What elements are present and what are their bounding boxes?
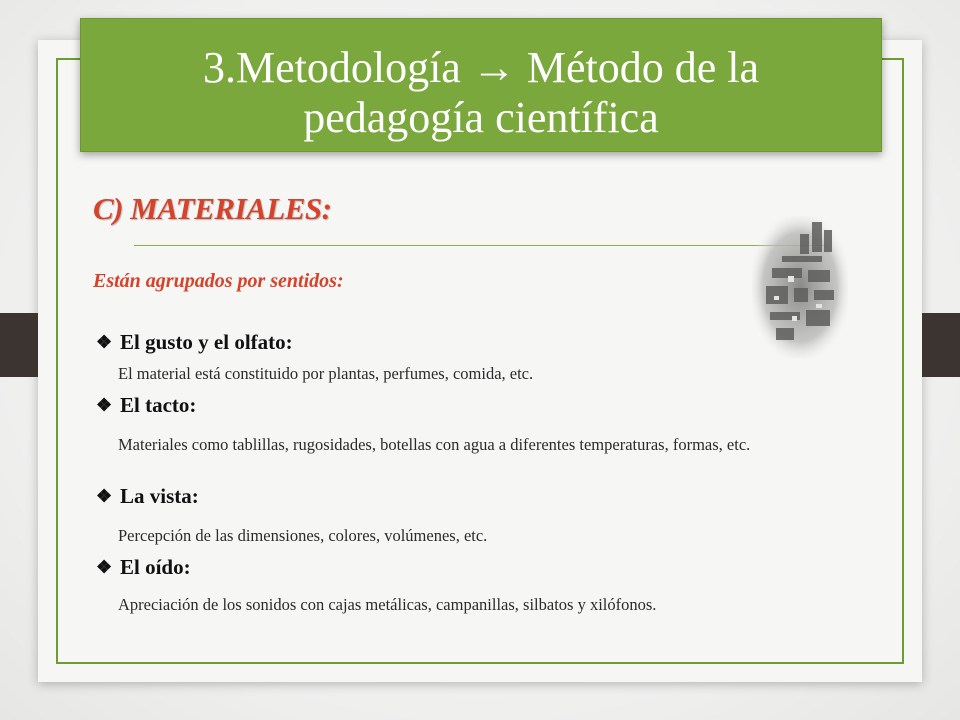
title-banner: [80, 18, 882, 152]
right-side-tab: [922, 313, 960, 377]
four-diamond-bullet-icon: ❖: [96, 486, 113, 506]
title-line-2: pedagogía científica: [303, 93, 659, 142]
list-item-description: Apreciación de los sonidos con cajas metálicas, campanillas, silbatos y xilófonos.: [118, 595, 657, 614]
list-item-description: Materiales como tablillas, rugosidades, botellas con agua a diferentes temperaturas, formas, etc.: [118, 435, 751, 454]
four-diamond-bullet-icon: ❖: [96, 557, 113, 577]
section-subheading: Están agrupados por sentidos:: [93, 270, 344, 292]
list-item-title: [96, 484, 199, 509]
item-title-text: El tacto:: [120, 393, 197, 417]
item-title-text: El oído:: [120, 555, 191, 579]
list-item-description: Percepción de las dimensiones, colores, volúmenes, etc.: [118, 526, 488, 545]
item-title-text: La vista:: [120, 484, 199, 508]
left-side-tab: [0, 313, 38, 377]
list-item-title: [96, 330, 293, 355]
title-line-1: 3.Metodología → Método de la: [202, 43, 759, 92]
four-diamond-bullet-icon: ❖: [96, 332, 113, 352]
section-heading: C) MATERIALES:: [93, 191, 332, 226]
item-title-text: El gusto y el olfato:: [120, 330, 293, 354]
aerial-city-photo: [752, 216, 848, 358]
list-item-description: El material está constituido por plantas, perfumes, comida, etc.: [118, 364, 534, 383]
list-item-title: [96, 393, 196, 418]
slide-title: [81, 43, 881, 143]
list-item-title: [96, 555, 191, 580]
heading-underline: [134, 245, 827, 246]
four-diamond-bullet-icon: ❖: [96, 395, 113, 415]
